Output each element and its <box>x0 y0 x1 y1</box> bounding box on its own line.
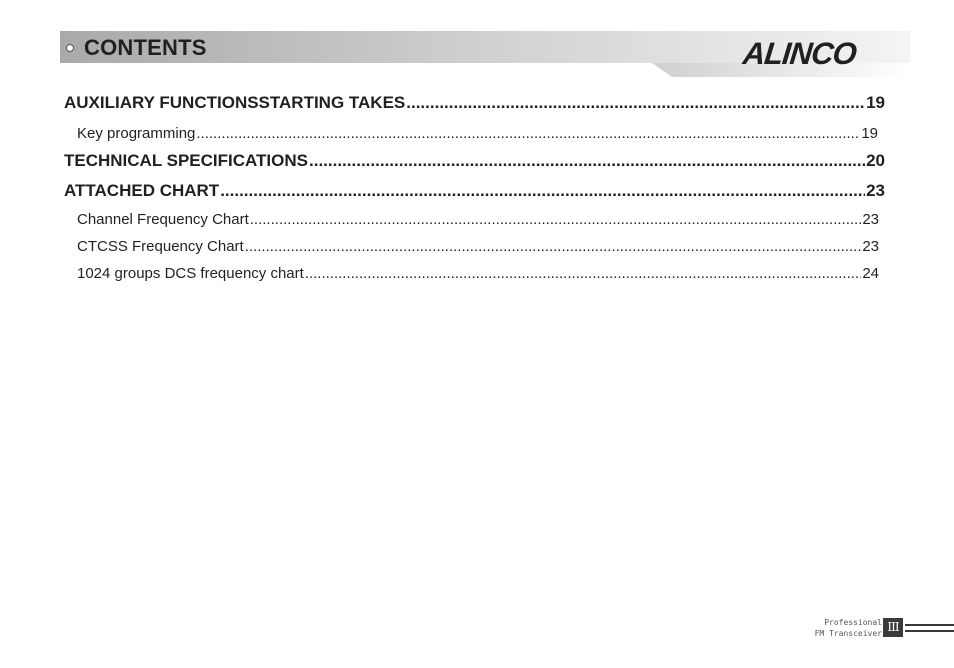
toc-entry-page: 23 <box>862 238 879 255</box>
toc-entry-label: ATTACHED CHART <box>64 181 220 200</box>
footer-rule-top <box>905 624 954 626</box>
footer-rule-bottom <box>905 630 954 632</box>
toc-entry-page: 19 <box>861 125 878 142</box>
toc-entry[interactable] <box>64 93 885 113</box>
toc-entry-label: TECHNICAL SPECIFICATIONS <box>64 151 308 170</box>
page-title: CONTENTS <box>84 35 207 60</box>
toc-entry-page: 20 <box>866 151 885 170</box>
dot-leader <box>406 93 865 113</box>
toc-entry[interactable] <box>77 211 879 228</box>
toc-entry-label: CTCSS Frequency Chart <box>77 238 244 255</box>
toc-entry-page: 24 <box>862 265 879 282</box>
toc-entry-label: AUXILIARY FUNCTIONSSTARTING TAKES <box>64 93 406 112</box>
toc-entry[interactable] <box>64 151 885 171</box>
toc-entry-label: 1024 groups DCS frequency chart <box>77 265 304 282</box>
toc-entry-label: Key programming <box>77 125 196 142</box>
page-number-badge: III <box>883 618 903 637</box>
footer-fm-transceiver: FM Transceiver <box>814 629 882 638</box>
dot-leader <box>309 151 865 171</box>
bullet-icon <box>66 44 74 52</box>
toc-entry-page: 23 <box>866 181 885 200</box>
dot-leader <box>196 125 860 142</box>
footer-professional: Professional <box>824 618 882 627</box>
toc-entry-page: 19 <box>866 93 885 112</box>
dot-leader <box>250 211 862 228</box>
toc-entry[interactable] <box>77 265 879 282</box>
toc-entry[interactable] <box>77 238 879 255</box>
toc-entry-label: Channel Frequency Chart <box>77 211 249 228</box>
dot-leader <box>305 265 862 282</box>
dot-leader <box>245 238 862 255</box>
brand-logo: ALINCO <box>741 36 858 71</box>
toc-entry[interactable] <box>64 181 885 201</box>
dot-leader <box>220 181 865 201</box>
toc-entry-page: 23 <box>862 211 879 228</box>
toc-entry[interactable] <box>77 125 878 142</box>
